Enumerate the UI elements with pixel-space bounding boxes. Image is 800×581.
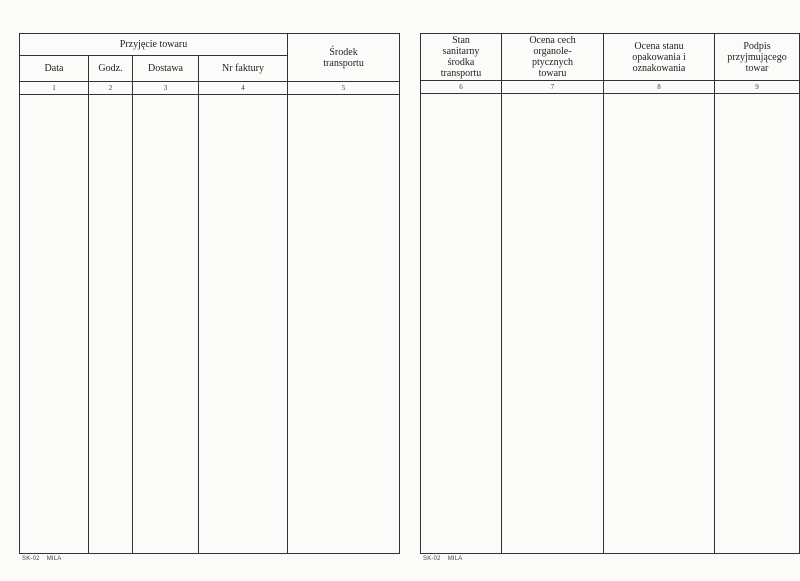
column-label-organoleptic-assessment: Ocena cech organole-ptycznych towaru <box>529 35 576 79</box>
right-page <box>420 33 799 554</box>
form-code: SK-02 <box>22 556 40 562</box>
column-label-receiver-signature: Podpis przyjmującego towar <box>727 40 787 74</box>
column-header-delivery: Dostawa <box>133 56 199 82</box>
entry-cell-invoice-number[interactable] <box>199 95 288 554</box>
entry-cell-transport[interactable] <box>288 95 400 554</box>
column-label-vehicle-sanitary-state: Stan sanitarny środka transportu <box>440 35 482 79</box>
column-number-1: 1 <box>20 82 89 95</box>
entry-cell-date[interactable] <box>20 95 89 554</box>
column-header-receiver-signature <box>715 34 800 81</box>
column-header-invoice-number: Nr faktury <box>199 56 288 82</box>
right-page-footer <box>423 556 463 562</box>
goods-receipt-table <box>19 33 400 554</box>
left-page <box>19 33 399 554</box>
entry-cell-receiver-signature[interactable] <box>715 94 800 554</box>
entry-cell-time[interactable] <box>89 95 133 554</box>
goods-inspection-table <box>420 33 800 554</box>
brand-name: MILA <box>447 556 463 562</box>
entry-cell-vehicle-sanitary-state[interactable] <box>421 94 502 554</box>
column-number-7: 7 <box>502 81 604 94</box>
column-header-organoleptic-assessment <box>502 34 604 81</box>
left-page-footer <box>22 556 62 562</box>
column-header-vehicle-sanitary-state <box>421 34 502 81</box>
column-number-5: 5 <box>288 82 400 95</box>
column-number-9: 9 <box>715 81 800 94</box>
column-number-2: 2 <box>89 82 133 95</box>
brand-name: MILA <box>46 556 62 562</box>
entry-cell-delivery[interactable] <box>133 95 199 554</box>
column-number-6: 6 <box>421 81 502 94</box>
column-header-transport <box>288 34 400 82</box>
column-header-time: Godz. <box>89 56 133 82</box>
column-header-packaging-assessment <box>604 34 715 81</box>
column-number-8: 8 <box>604 81 715 94</box>
column-number-3: 3 <box>133 82 199 95</box>
entry-cell-organoleptic-assessment[interactable] <box>502 94 604 554</box>
form-code: SK-02 <box>423 556 441 562</box>
column-header-date: Data <box>20 56 89 82</box>
column-number-4: 4 <box>199 82 288 95</box>
column-label-transport: Środek transportu <box>323 46 364 69</box>
column-label-packaging-assessment: Ocena stanu opakowania i oznakowania <box>632 40 686 74</box>
goods-receipt-header: Przyjęcie towaru <box>20 34 288 56</box>
entry-cell-packaging-assessment[interactable] <box>604 94 715 554</box>
